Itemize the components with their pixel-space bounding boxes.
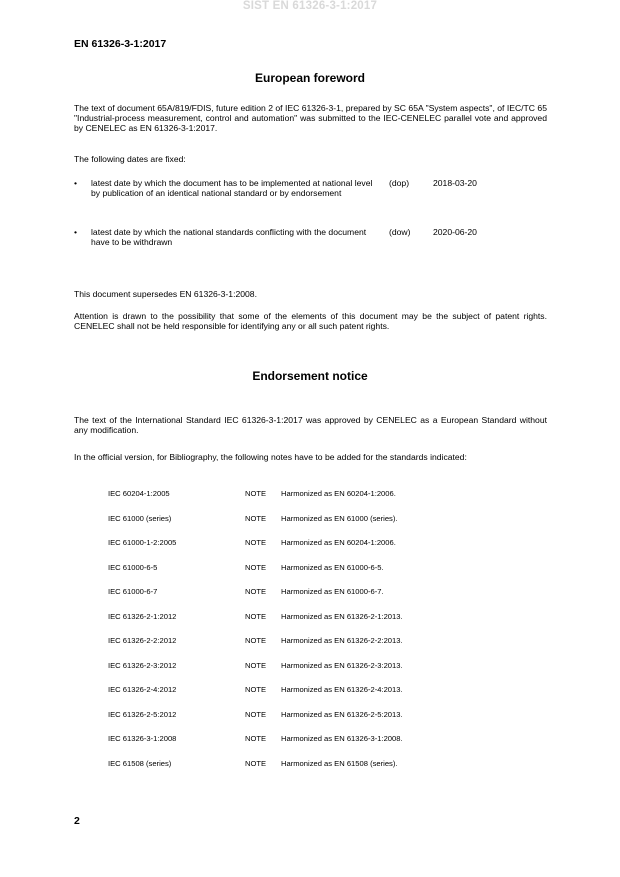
note-standard: IEC 61326-2-1:2012 bbox=[108, 611, 177, 621]
note-tag: NOTE bbox=[245, 709, 267, 719]
note-text: Harmonized as EN 60204-1:2006. bbox=[281, 538, 396, 547]
watermark: SIST EN 61326-3-1:2017 bbox=[242, 0, 378, 12]
note-text: Harmonized as EN 61000-6-5. bbox=[281, 562, 384, 572]
note-text: Harmonized as EN 61326-2-3:2013. bbox=[281, 660, 403, 670]
note-tag: NOTE bbox=[245, 660, 267, 670]
note-text: Harmonized as EN 61000 (series). bbox=[281, 513, 398, 523]
note-tag: NOTE bbox=[245, 611, 267, 621]
notes-intro-paragraph: In the official version, for Bibliography, the following notes have to be added for the standards indicated: bbox=[74, 452, 467, 462]
note-standard: IEC 61326-2-5:2012 bbox=[108, 709, 177, 719]
date-item-abbr: (dow) bbox=[389, 227, 411, 237]
dates-intro-paragraph: The following dates are fixed: bbox=[74, 154, 186, 164]
note-text: Harmonized as EN 60204-1:2006. bbox=[281, 489, 396, 498]
bullet-icon: • bbox=[74, 178, 78, 188]
date-item-abbr: (dop) bbox=[389, 178, 410, 188]
date-item-text: latest date by which the document has to be implemented at national level by publication of an identical national standard or by endorsement bbox=[91, 178, 373, 199]
patent-paragraph: Attention is drawn to the possibility that some of the elements of this document may be the subject of patent rights. CENELEC shall not be held responsible for identifying any or all such patent rights. bbox=[74, 311, 547, 332]
note-tag: NOTE bbox=[245, 685, 267, 694]
note-text: Harmonized as EN 61326-3-1:2008. bbox=[281, 734, 403, 743]
note-standard: IEC 61000-6-5 bbox=[108, 562, 158, 572]
note-row bbox=[108, 587, 528, 612]
note-tag: NOTE bbox=[245, 636, 267, 645]
note-text: Harmonized as EN 61326-2-5:2013. bbox=[281, 709, 403, 719]
endorsement-paragraph: The text of the International Standard IEC 61326-3-1:2017 was approved by CENELEC as a European Standard without any modification. bbox=[74, 415, 547, 436]
date-item-value: 2020-06-20 bbox=[433, 227, 477, 237]
note-row bbox=[108, 734, 528, 759]
note-text: Harmonized as EN 61000-6-7. bbox=[281, 587, 384, 596]
note-tag: NOTE bbox=[245, 734, 267, 743]
foreword-intro-paragraph: The text of document 65A/819/FDIS, future edition 2 of IEC 61326-3-1, prepared by SC 65A "System aspects", of IEC/TC 65 "Industrial-process measurement, control and automation" was submitted to the IEC-CENELEC parallel vote and approved by CENELEC as EN 61326-3-1:2017. bbox=[74, 103, 547, 134]
note-tag: NOTE bbox=[245, 562, 267, 572]
note-row bbox=[108, 489, 528, 514]
note-standard: IEC 61326-3-1:2008 bbox=[108, 734, 177, 743]
note-row bbox=[108, 710, 528, 735]
note-tag: NOTE bbox=[245, 758, 267, 768]
note-tag: NOTE bbox=[245, 587, 267, 596]
note-standard: IEC 60204-1:2005 bbox=[108, 489, 170, 498]
note-standard: IEC 61000-1-2:2005 bbox=[108, 538, 177, 547]
note-row bbox=[108, 538, 528, 563]
note-tag: NOTE bbox=[245, 489, 267, 498]
note-row bbox=[108, 514, 528, 539]
note-standard: IEC 61326-2-2:2012 bbox=[108, 636, 177, 645]
note-standard: IEC 61000 (series) bbox=[108, 513, 172, 523]
note-row bbox=[108, 685, 528, 710]
bibliography-notes-list bbox=[108, 489, 528, 783]
supersedes-paragraph: This document supersedes EN 61326-3-1:2008. bbox=[74, 289, 257, 299]
note-text: Harmonized as EN 61326-2-2:2013. bbox=[281, 636, 403, 645]
note-row bbox=[108, 759, 528, 784]
note-text: Harmonized as EN 61326-2-1:2013. bbox=[281, 611, 403, 621]
endorsement-heading: Endorsement notice bbox=[252, 369, 368, 383]
note-row bbox=[108, 636, 528, 661]
note-standard: IEC 61326-2-4:2012 bbox=[108, 685, 177, 694]
date-item-value: 2018-03-20 bbox=[433, 178, 477, 188]
note-standard: IEC 61000-6-7 bbox=[108, 587, 158, 596]
note-standard: IEC 61508 (series) bbox=[108, 758, 172, 768]
note-tag: NOTE bbox=[245, 538, 267, 547]
note-text: Harmonized as EN 61508 (series). bbox=[281, 758, 398, 768]
foreword-heading: European foreword bbox=[254, 71, 365, 85]
date-item-text: latest date by which the national standards conflicting with the document have to be withdrawn bbox=[91, 227, 367, 248]
note-tag: NOTE bbox=[245, 513, 267, 523]
bullet-icon: • bbox=[74, 227, 78, 237]
page-number: 2 bbox=[74, 815, 80, 827]
note-row bbox=[108, 612, 528, 637]
document-id: EN 61326-3-1:2017 bbox=[74, 38, 167, 50]
note-row bbox=[108, 563, 528, 588]
note-text: Harmonized as EN 61326-2-4:2013. bbox=[281, 685, 403, 694]
note-standard: IEC 61326-2-3:2012 bbox=[108, 660, 177, 670]
note-row bbox=[108, 661, 528, 686]
